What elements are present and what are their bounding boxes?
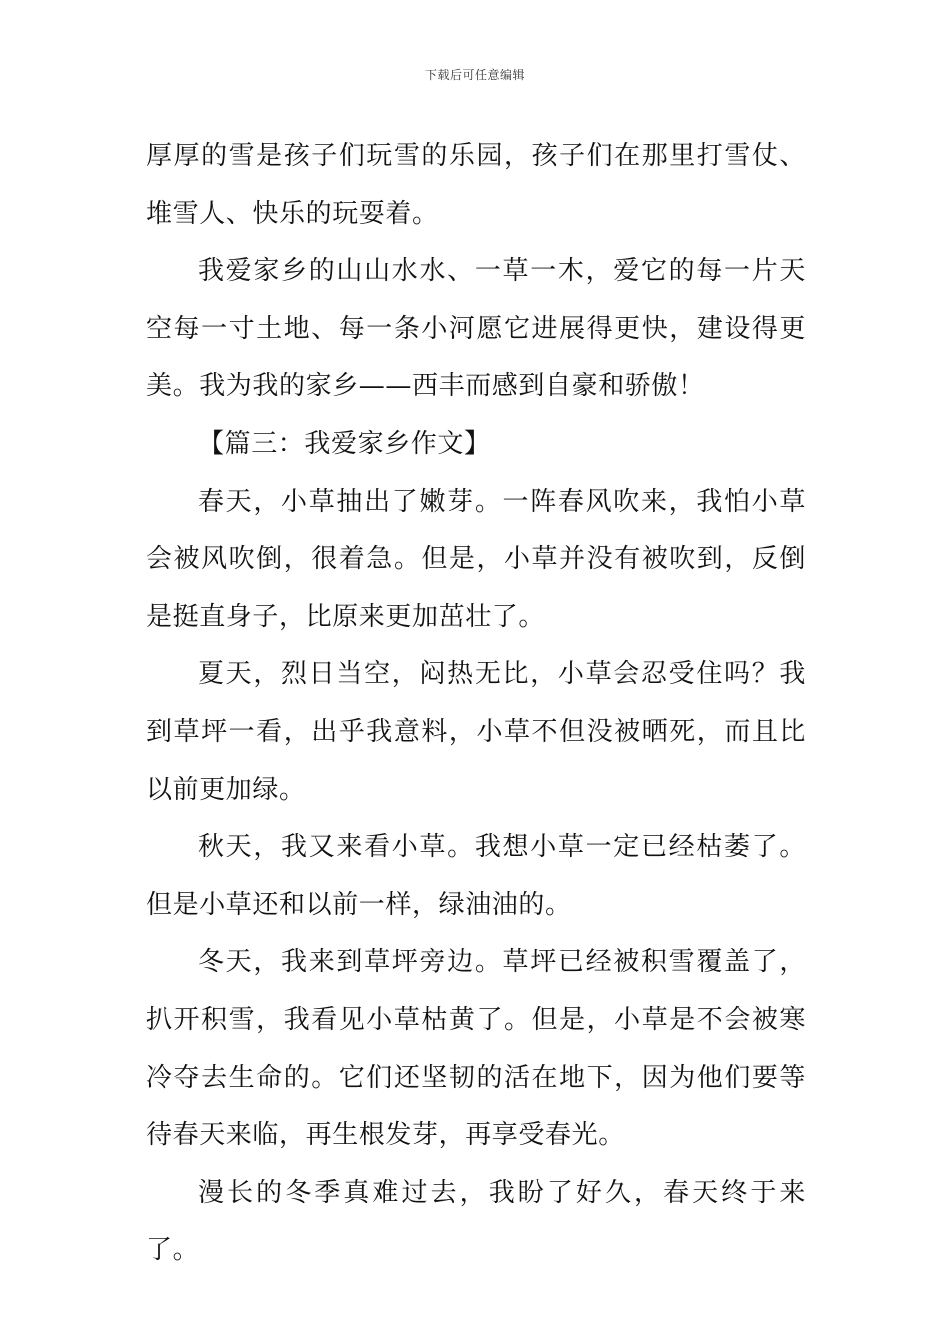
paragraph-final: 漫长的冬季真难过去，我盼了好久，春天终于来了。 <box>146 1177 806 1266</box>
page-header: 下载后可任意编辑 <box>424 68 525 82</box>
section-heading: 【篇三：我爱家乡作文】 <box>198 428 491 459</box>
paragraph-1: 厚厚的雪是孩子们玩雪的乐园，孩子们在那里打雪仗、堆雪人、快乐的玩耍着。 <box>146 141 806 229</box>
paragraph-autumn: 秋天，我又来看小草。我想小草一定已经枯萎了。但是小草还和以前一样，绿油油的。 <box>146 832 806 920</box>
paragraph-winter: 冬天，我来到草坪旁边。草坪已经被积雪覆盖了，扒开积雪，我看见小草枯黄了。但是，小草是不会被寒冷夺去生命的。它们还坚韧的活在地下，因为他们要等待春天来临，再生根发芽，再享受春光。 <box>146 947 806 1151</box>
paragraph-spring: 春天，小草抽出了嫩芽。一阵春风吹来，我怕小草会被风吹倒，很着急。但是，小草并没有被吹到，反倒是挺直身子，比原来更加茁壮了。 <box>146 486 806 632</box>
document-body <box>146 128 806 1280</box>
paragraph-2: 我爱家乡的山山水水、一草一木，爱它的每一片天空每一寸土地、每一条小河愿它进展得更快，建设得更美。我为我的家乡——西丰而感到自豪和骄傲！ <box>146 256 806 402</box>
paragraph-summer: 夏天，烈日当空，闷热无比，小草会忍受住吗？我到草坪一看，出乎我意料，小草不但没被晒死，而且比以前更加绿。 <box>146 659 806 805</box>
